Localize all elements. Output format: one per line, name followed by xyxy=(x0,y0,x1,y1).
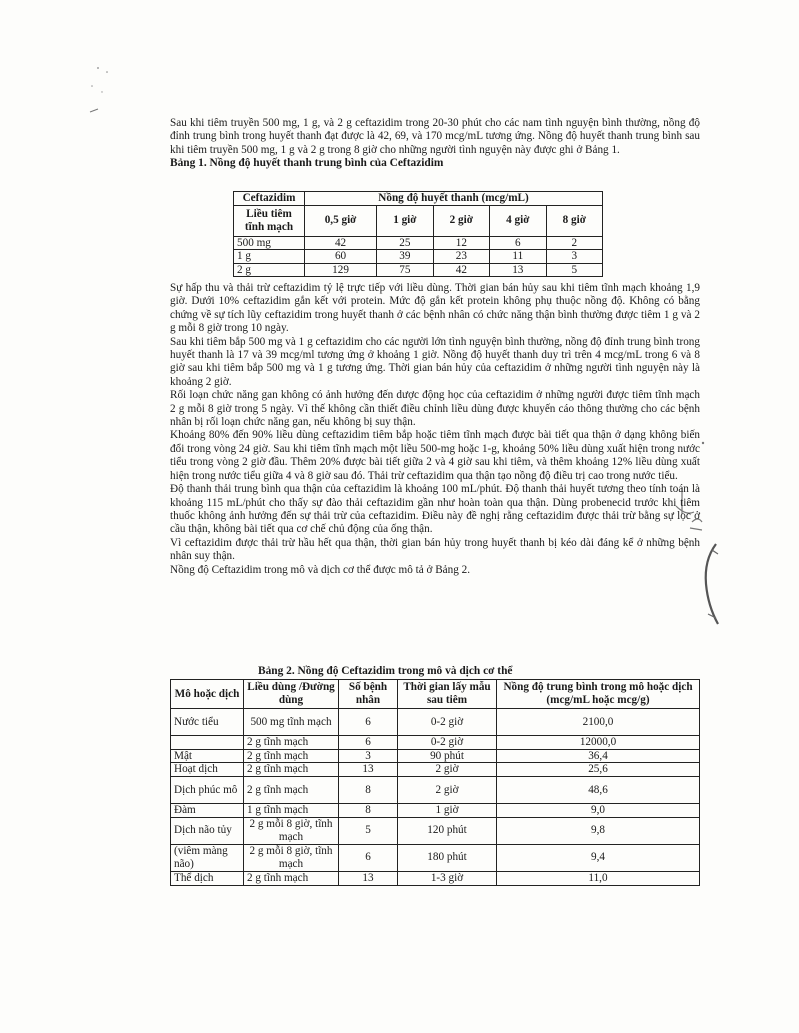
serum-concentration-table xyxy=(233,191,603,277)
time-cell: 2 giờ xyxy=(398,763,497,777)
value-cell: 23 xyxy=(433,250,489,264)
concentration-cell: 9,8 xyxy=(497,817,700,844)
paragraph: Khoảng 80% đến 90% liều dùng ceftazidim tiêm bắp hoặc tiêm tĩnh mạch được bài tiết qua thận ở dạng không biến đổi trong vòng 24 giờ. Sau khi tiêm tĩnh mạch một liều 500-mg hoặc 1-g, khoảng 50% liều dùng xuất hiện trong nước tiểu trong vòng 2 giờ đầu. Thêm 20% được bài tiết giữa 2 và 4 giờ sau khi tiêm, và thêm khoảng 12% liều dùng xuất hiện trong nước tiểu giữa 4 và 8 giờ sau đó. Thải trừ ceftazidim qua thận tạo nồng độ điều trị cao trong nước tiểu. xyxy=(170,429,700,482)
value-cell: 25 xyxy=(377,236,433,250)
value-cell: 13 xyxy=(490,263,546,277)
paragraph: Độ thanh thải trung bình qua thận của ceftazidim là khoảng 100 mL/phút. Độ thanh thải huyết tương theo tính toán là khoảng 115 mL/phút cho thấy sự đào thải ceftazidim gần như hoàn toàn qua thận. Dùng probenecid trước khi tiêm thuốc không ảnh hưởng đến sự thải trừ của ceftazidim. Điều này đề nghị rằng ceftazidim được thải trừ bằng sự lọc ở cầu thận, không bài tiết qua cơ chế chủ động của ống thận. xyxy=(170,483,700,536)
dose-cell: 2 g xyxy=(234,263,305,277)
col-dose-header: Liều dùng /Đường dùng xyxy=(244,680,339,709)
tissue-cell: Đàm xyxy=(171,804,244,818)
time-cell: 180 phút xyxy=(398,844,497,871)
col-patients-header: Số bệnh nhân xyxy=(339,680,398,709)
dose-cell: 2 g tĩnh mạch xyxy=(244,871,339,885)
value-cell: 42 xyxy=(305,236,377,250)
time-header: 4 giờ xyxy=(490,205,546,236)
concentration-cell: 9,0 xyxy=(497,804,700,818)
paragraph: Sau khi tiêm bắp 500 mg và 1 g ceftazidim cho các người lớn tình nguyện bình thường, nồng độ đỉnh trung bình trong huyết thanh là 17 và 39 mcg/ml tương ứng ở khoảng 1 giờ. Nồng độ huyết thanh duy trì trên 4 mcg/mL trong 6 và 8 giờ sau khi tiêm bắp 500 mg và 1 g tương ứng. Thời gian bán hủy của ceftazidim ở những người tình nguyện này là khoảng 2 giờ. xyxy=(170,335,700,388)
dose-cell: 1 g tĩnh mạch xyxy=(244,804,339,818)
col-dose-header: Liều tiêm tĩnh mạch xyxy=(234,205,305,236)
margin-dot xyxy=(700,440,706,446)
value-cell: 11 xyxy=(490,250,546,264)
patients-cell: 5 xyxy=(339,817,398,844)
tissue-cell xyxy=(171,736,244,750)
value-cell: 2 xyxy=(546,236,602,250)
value-cell: 12 xyxy=(433,236,489,250)
intro-paragraph: Sau khi tiêm truyền 500 mg, 1 g, và 2 g ceftazidim trong 20-30 phút cho các nam tình nguyện bình thường, nồng độ đỉnh trung bình trong huyết thanh đạt được là 42, 69, và 170 mcg/mL tương ứng. Nồng độ huyết thanh trung bình sau khi tiêm truyền 500 mg, 1 g và 2 g trong 8 giờ cho những người tình nguyện này được ghi ở Bảng 1. xyxy=(170,117,700,156)
table-row xyxy=(171,871,700,885)
dose-cell: 500 mg tĩnh mạch xyxy=(244,709,339,736)
value-cell: 6 xyxy=(490,236,546,250)
time-header: 8 giờ xyxy=(546,205,602,236)
col-concentration-header: Nồng độ trung bình trong mô hoặc dịch (mcg/mL hoặc mcg/g) xyxy=(497,680,700,709)
patients-cell: 6 xyxy=(339,844,398,871)
patients-cell: 3 xyxy=(339,749,398,763)
time-cell: 2 giờ xyxy=(398,777,497,804)
body-text xyxy=(170,282,700,577)
col-time-header: Thời gian lấy mẫu sau tiêm xyxy=(398,680,497,709)
table-row xyxy=(171,817,700,844)
table-row xyxy=(171,777,700,804)
paragraph: Nồng độ Ceftazidim trong mô và dịch cơ thể được mô tả ở Bảng 2. xyxy=(170,563,471,576)
patients-cell: 13 xyxy=(339,763,398,777)
table-header-row xyxy=(234,205,603,236)
table2-caption: Bảng 2. Nồng độ Ceftazidim trong mô và dịch cơ thể xyxy=(258,665,513,677)
time-cell: 1 giờ xyxy=(398,804,497,818)
dose-cell: 2 g tĩnh mạch xyxy=(244,777,339,804)
patients-cell: 8 xyxy=(339,777,398,804)
time-cell: 1-3 giờ xyxy=(398,871,497,885)
concentration-cell: 36,4 xyxy=(497,749,700,763)
concentration-cell: 12000,0 xyxy=(497,736,700,750)
table1-caption: Bảng 1. Nồng độ huyết thanh trung bình của Ceftazidim xyxy=(170,157,444,170)
time-header: 1 giờ xyxy=(377,205,433,236)
value-cell: 39 xyxy=(377,250,433,264)
table-row xyxy=(234,250,603,264)
table-row xyxy=(171,804,700,818)
time-cell: 0-2 giờ xyxy=(398,736,497,750)
time-cell: 120 phút xyxy=(398,817,497,844)
concentration-cell: 2100,0 xyxy=(497,709,700,736)
table-row xyxy=(234,236,603,250)
concentration-cell: 11,0 xyxy=(497,871,700,885)
table-header-row xyxy=(171,680,700,709)
value-cell: 129 xyxy=(305,263,377,277)
paragraph: Vì ceftazidim được thải trừ hầu hết qua thận, thời gian bán hủy trong huyết thanh bị kéo dài đáng kể ở những bệnh nhân suy thận. xyxy=(170,536,700,563)
concentration-cell: 25,6 xyxy=(497,763,700,777)
concentration-cell: 9,4 xyxy=(497,844,700,871)
patients-cell: 13 xyxy=(339,871,398,885)
time-cell: 0-2 giờ xyxy=(398,709,497,736)
tissue-cell: (viêm màng não) xyxy=(171,844,244,871)
dose-cell: 2 g mỗi 8 giờ, tĩnh mạch xyxy=(244,817,339,844)
scan-speck-marks xyxy=(80,60,120,120)
table-header-row xyxy=(234,192,603,206)
table-row xyxy=(171,844,700,871)
concentration-cell: 48,6 xyxy=(497,777,700,804)
patients-cell: 8 xyxy=(339,804,398,818)
table-row xyxy=(171,763,700,777)
tissue-cell: Thể dịch xyxy=(171,871,244,885)
col-tissue-header: Mô hoặc dịch xyxy=(171,680,244,709)
dose-cell: 2 g tĩnh mạch xyxy=(244,736,339,750)
handwritten-bracket-mark xyxy=(696,540,726,630)
dose-cell: 500 mg xyxy=(234,236,305,250)
table-row xyxy=(171,709,700,736)
col-drug-header: Ceftazidim xyxy=(234,192,305,206)
value-cell: 75 xyxy=(377,263,433,277)
table-row xyxy=(171,749,700,763)
dose-cell: 2 g tĩnh mạch xyxy=(244,749,339,763)
time-header: 2 giờ xyxy=(433,205,489,236)
table-row xyxy=(171,736,700,750)
value-cell: 5 xyxy=(546,263,602,277)
value-cell: 60 xyxy=(305,250,377,264)
dose-cell: 2 g tĩnh mạch xyxy=(244,763,339,777)
dose-cell: 2 g mỗi 8 giờ, tĩnh mạch xyxy=(244,844,339,871)
paragraph: Sự hấp thu và thải trừ ceftazidim tỷ lệ trực tiếp với liều dùng. Thời gian bán hủy sau khi tiêm tĩnh mạch khoảng 1,9 giờ. Dưới 10% ceftazidim gắn kết với protein. Mức độ gắn kết protein không phụ thuộc nồng độ. Không có bằng chứng về sự tích lũy ceftazidim trong huyết thanh ở các bệnh nhân có chức năng thận bình thường được tiêm 1 g và 2 g mỗi 8 giờ trong 10 ngày. xyxy=(170,282,700,335)
tissue-cell: Hoạt dịch xyxy=(171,763,244,777)
patients-cell: 6 xyxy=(339,736,398,750)
patients-cell: 6 xyxy=(339,709,398,736)
time-header: 0,5 giờ xyxy=(305,205,377,236)
tissue-cell: Mật xyxy=(171,749,244,763)
intro-block xyxy=(170,117,700,171)
value-cell: 3 xyxy=(546,250,602,264)
time-cell: 90 phút xyxy=(398,749,497,763)
table-row xyxy=(234,263,603,277)
tissue-cell: Dịch phúc mô xyxy=(171,777,244,804)
paragraph: Rối loạn chức năng gan không có ảnh hưởng đến dược động học của ceftazidim ở những người được tiêm tĩnh mạch 2 g mỗi 8 giờ trong 5 ngày. Vì thế không cần thiết điều chỉnh liều dùng được khuyến cáo thông thường cho các bệnh nhân bị rối loạn chức năng gan, nếu không bị suy thận. xyxy=(170,389,700,429)
dose-cell: 1 g xyxy=(234,250,305,264)
tissue-cell: Nước tiểu xyxy=(171,709,244,736)
tissue-concentration-table xyxy=(170,679,700,886)
tissue-cell: Dịch não tủy xyxy=(171,817,244,844)
col-group-header: Nồng độ huyết thanh (mcg/mL) xyxy=(305,192,603,206)
value-cell: 42 xyxy=(433,263,489,277)
